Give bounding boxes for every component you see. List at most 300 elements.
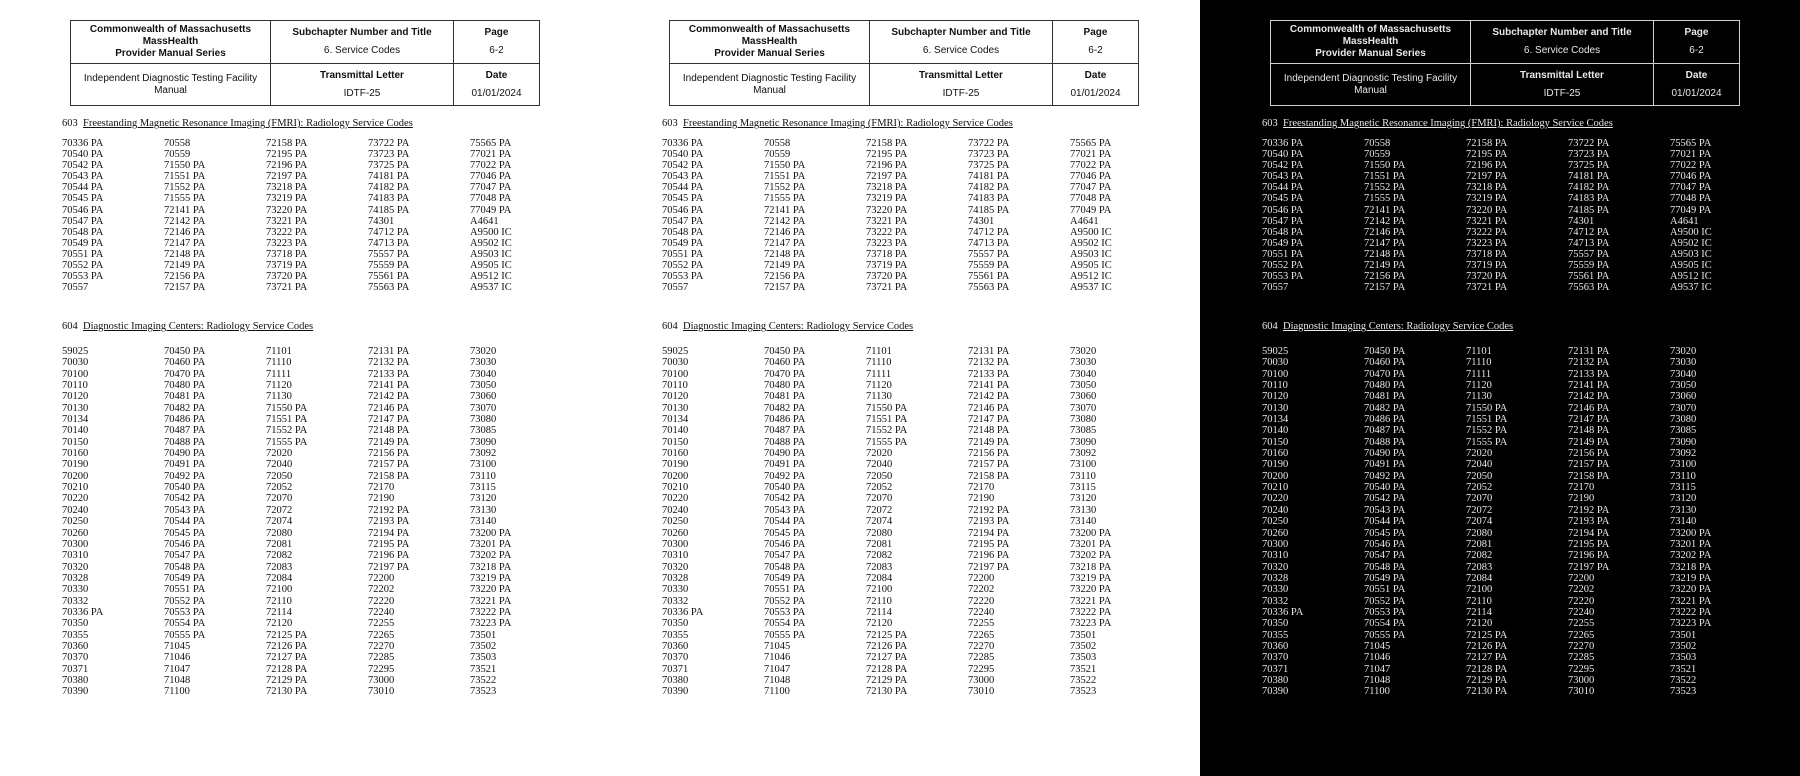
service-code: 72148 PA	[1568, 425, 1610, 437]
date-label: Date	[1084, 70, 1107, 81]
service-code: 73218 PA	[1670, 561, 1712, 573]
service-code: 72157 PA	[164, 282, 206, 294]
service-code: 71550 PA	[1364, 160, 1406, 172]
service-code: 73020	[470, 346, 497, 357]
date-cell	[1053, 64, 1138, 106]
transmittal-label: Transmittal Letter	[919, 70, 1003, 81]
service-code: 72127 PA	[1466, 652, 1508, 664]
service-code: 72052	[866, 482, 893, 494]
service-code: 70551 PA	[164, 584, 206, 596]
service-code: 72156 PA	[1568, 448, 1610, 460]
service-code: 72195 PA	[866, 149, 908, 161]
service-code: 74181 PA	[968, 171, 1010, 183]
service-code: 73522	[1070, 674, 1097, 686]
service-code: 70555 PA	[164, 629, 206, 641]
service-code: 70545 PA	[62, 193, 104, 205]
manual-name-line1: Independent Diagnostic Testing Facility	[1283, 73, 1458, 84]
service-code: 72255	[368, 618, 395, 630]
service-code: 70360	[1262, 640, 1289, 652]
service-code: 72128 PA	[1466, 663, 1508, 675]
service-code: 70547 PA	[662, 215, 704, 227]
service-code: 73725 PA	[368, 160, 410, 172]
service-code: 70545 PA	[1262, 193, 1304, 205]
service-code: 70030	[1262, 357, 1289, 369]
service-code: 72196 PA	[266, 160, 308, 172]
service-code: A9505 IC	[1670, 260, 1712, 272]
page-label: Page	[1684, 27, 1709, 38]
service-code: A9502 IC	[470, 237, 512, 249]
service-code: 70491 PA	[1364, 459, 1406, 471]
service-code: 70355	[1262, 629, 1289, 641]
series-name: Provider Manual Series	[714, 48, 825, 59]
service-code: 70370	[1262, 652, 1289, 664]
service-code: 73218 PA	[470, 561, 512, 573]
service-code: 77021 PA	[470, 149, 512, 161]
service-code: 72020	[1466, 448, 1493, 460]
service-code: 70551 PA	[1364, 584, 1406, 596]
service-code: 73092	[1070, 448, 1097, 460]
service-code: 73030	[1670, 357, 1697, 369]
service-code: 70200	[1262, 470, 1289, 482]
service-code: 75565 PA	[1070, 138, 1112, 149]
service-code: 70190	[1262, 459, 1289, 471]
service-code: 71551 PA	[866, 414, 908, 426]
service-code: 74712 PA	[968, 226, 1010, 238]
service-code: 70544 PA	[662, 182, 704, 194]
service-code: 71110	[866, 357, 892, 369]
service-code: 70544 PA	[164, 516, 206, 528]
service-code: 70555 PA	[764, 629, 806, 641]
service-code: 73521	[1070, 663, 1097, 675]
service-code: 72255	[968, 618, 995, 630]
section-604-title: Diagnostic Imaging Centers: Radiology Service Codes	[683, 321, 914, 332]
service-code: 72158 PA	[866, 138, 908, 149]
service-code: 72120	[266, 618, 293, 630]
service-code: 70546 PA	[62, 204, 104, 216]
subchapter-cell	[870, 21, 1053, 63]
service-code: 71552 PA	[866, 425, 908, 437]
service-code: 70547 PA	[1262, 215, 1304, 227]
service-code: 72141 PA	[164, 204, 206, 216]
subchapter-cell	[1471, 21, 1654, 63]
service-code: 70332	[62, 595, 89, 607]
service-code: 72125 PA	[266, 629, 308, 641]
service-code: 72142 PA	[764, 215, 806, 227]
service-code: 72193 PA	[1568, 516, 1610, 528]
transmittal-value: IDTF-25	[343, 88, 381, 99]
service-code: 70549 PA	[62, 237, 104, 249]
service-code: 75557 PA	[1568, 248, 1610, 260]
service-code: 70553 PA	[1262, 271, 1304, 283]
service-code: 70482 PA	[764, 402, 806, 414]
service-code: 72072	[866, 504, 893, 516]
service-code: 70350	[1262, 618, 1289, 630]
service-code: 71551 PA	[764, 171, 806, 183]
service-code: 70548 PA	[164, 561, 206, 573]
section-604-code-list	[1262, 346, 1762, 698]
service-code: 72125 PA	[1466, 629, 1508, 641]
service-code: 70160	[662, 448, 689, 460]
service-code: 77048 PA	[1070, 193, 1112, 205]
service-code: 71111	[266, 368, 292, 380]
service-code: 73115	[470, 482, 496, 494]
service-code: 72202	[1568, 584, 1595, 596]
series-name: Provider Manual Series	[115, 48, 226, 59]
section-604-number: 604	[662, 321, 678, 332]
service-code: 70552 PA	[764, 595, 806, 607]
section-603-number: 603	[62, 118, 78, 129]
service-code: 73040	[470, 368, 497, 380]
service-code: 74185 PA	[368, 204, 410, 216]
service-code: 72020	[266, 448, 293, 460]
service-code: 72149 PA	[764, 260, 806, 272]
service-code: 70547 PA	[1364, 550, 1406, 562]
service-code: 70355	[662, 629, 689, 641]
service-code: 70210	[62, 482, 89, 494]
service-code: 73060	[1670, 391, 1697, 403]
service-code: 75563 PA	[1568, 282, 1610, 294]
service-code: 73725 PA	[968, 160, 1010, 172]
service-code: 70220	[662, 493, 689, 505]
service-code: 70330	[62, 584, 89, 596]
service-code: 70559	[764, 149, 791, 161]
manual-cell	[670, 64, 870, 106]
service-code: 72040	[1466, 459, 1493, 471]
service-code: 72114	[266, 606, 292, 618]
service-code: 70030	[62, 357, 89, 369]
service-code: 73219 PA	[866, 193, 908, 205]
service-code: 72120	[1466, 618, 1493, 630]
service-code: 70328	[62, 572, 89, 584]
service-code: 73522	[1670, 674, 1697, 686]
service-code: 70350	[662, 618, 689, 630]
service-code: 73720 PA	[1466, 271, 1508, 283]
service-code: 72240	[1568, 606, 1595, 618]
service-code: 72195 PA	[368, 538, 410, 550]
service-code: 70543 PA	[764, 504, 806, 516]
service-code: 70130	[1262, 402, 1289, 414]
service-code: 72200	[1568, 572, 1595, 584]
service-code: 72125 PA	[866, 629, 908, 641]
service-code: 70120	[662, 391, 689, 403]
service-code: 72133 PA	[1568, 368, 1610, 380]
service-code: 72158 PA	[968, 470, 1010, 482]
service-code: 73201 PA	[470, 538, 512, 550]
service-code: 71552 PA	[764, 182, 806, 194]
service-code: 73090	[1670, 436, 1697, 448]
service-code: 72083	[866, 561, 893, 573]
service-code: 70490 PA	[1364, 448, 1406, 460]
service-code: 77047 PA	[1670, 182, 1712, 194]
service-code: 72170	[1568, 482, 1595, 494]
service-code: 70542 PA	[764, 493, 806, 505]
service-code: 73219 PA	[1070, 572, 1112, 584]
subchapter-value: 6. Service Codes	[1523, 45, 1601, 56]
service-code: 70370	[662, 652, 689, 664]
org-cell	[71, 21, 271, 63]
section-603-heading	[62, 118, 413, 129]
service-code: 71551 PA	[164, 171, 206, 183]
section-603-title: Freestanding Magnetic Resonance Imaging (FMRI): Radiology Service Codes	[1283, 118, 1613, 129]
service-code: 70549 PA	[1262, 237, 1304, 249]
service-code: 71100	[164, 686, 190, 698]
service-code: 70100	[1262, 368, 1289, 380]
service-code: 70490 PA	[764, 448, 806, 460]
header-row-top	[71, 21, 539, 63]
service-code: 72192 PA	[368, 504, 410, 516]
service-code: 73200 PA	[1670, 527, 1712, 539]
service-code: 72170	[968, 482, 995, 494]
service-code: 73221 PA	[470, 595, 512, 607]
service-code: 72147 PA	[1364, 237, 1406, 249]
service-code: 75557 PA	[968, 248, 1010, 260]
service-code: 73220 PA	[1070, 584, 1112, 596]
service-code: 72197 PA	[968, 561, 1010, 573]
service-code: 70360	[62, 640, 89, 652]
service-code: 70559	[164, 149, 191, 161]
service-code: 73721 PA	[266, 282, 308, 294]
service-code: 70240	[62, 504, 89, 516]
service-code: 73522	[470, 674, 497, 686]
service-code: 70542 PA	[662, 160, 704, 172]
service-code: 70486 PA	[164, 414, 206, 426]
service-code: 72080	[866, 527, 893, 539]
date-label: Date	[485, 70, 508, 81]
service-code: 73221 PA	[866, 215, 908, 227]
document-page-original	[0, 0, 600, 776]
service-code: 72040	[266, 459, 293, 471]
service-code: 73501	[1670, 629, 1697, 641]
service-code: 70548 PA	[1364, 561, 1406, 573]
service-code: 72100	[866, 584, 893, 596]
service-code: 73000	[368, 674, 395, 686]
service-code: 74712 PA	[1568, 226, 1610, 238]
service-code: 70481 PA	[164, 391, 206, 403]
service-code: 72147 PA	[764, 237, 806, 249]
service-code: 72141 PA	[1568, 380, 1610, 392]
service-code: 70336 PA	[1262, 606, 1304, 618]
service-code: 70100	[62, 368, 89, 380]
service-code: 75561 PA	[1568, 271, 1610, 283]
section-604-code-list	[62, 346, 562, 698]
service-code: 70553 PA	[164, 606, 206, 618]
service-code: 70371	[662, 663, 689, 675]
service-code: 73020	[1070, 346, 1097, 357]
service-code: 70470 PA	[164, 368, 206, 380]
service-code: 77048 PA	[1670, 193, 1712, 205]
service-code: 73719 PA	[866, 260, 908, 272]
service-code: A9502 IC	[1670, 237, 1712, 249]
service-code: 70110	[662, 380, 688, 392]
service-code: 70551 PA	[662, 248, 704, 260]
service-code: 73085	[1670, 425, 1697, 437]
date-value: 01/01/2024	[1070, 88, 1121, 99]
service-code: 70540 PA	[62, 149, 104, 161]
service-code: 70320	[1262, 561, 1289, 573]
service-code: 77046 PA	[1070, 171, 1112, 183]
subchapter-value: 6. Service Codes	[922, 45, 1000, 56]
service-code: 74185 PA	[968, 204, 1010, 216]
service-code: 72142 PA	[164, 215, 206, 227]
service-code: 73723 PA	[1568, 149, 1610, 161]
service-code: 73725 PA	[1568, 160, 1610, 172]
service-code: 70200	[62, 470, 89, 482]
service-code: 70545 PA	[164, 527, 206, 539]
service-code: 70336 PA	[62, 138, 104, 149]
service-code: 73501	[470, 629, 497, 641]
service-code: 73219 PA	[1466, 193, 1508, 205]
service-code: 72156 PA	[1364, 271, 1406, 283]
service-code: 72196 PA	[866, 160, 908, 172]
service-code: 74713 PA	[368, 237, 410, 249]
date-value: 01/01/2024	[471, 88, 522, 99]
agency-name: MassHealth	[741, 36, 798, 47]
service-code: 72132 PA	[1568, 357, 1610, 369]
service-code: 70540 PA	[764, 482, 806, 494]
subchapter-value: 6. Service Codes	[323, 45, 401, 56]
page-value: 6-2	[1088, 45, 1103, 56]
service-code: 70488 PA	[764, 436, 806, 448]
service-code: 73201 PA	[1070, 538, 1112, 550]
service-code: 73090	[1070, 436, 1097, 448]
service-code: 72149 PA	[968, 436, 1010, 448]
service-code: 70240	[662, 504, 689, 516]
service-code: 72196 PA	[968, 550, 1010, 562]
service-code: 73722 PA	[968, 138, 1010, 149]
header-table	[70, 20, 540, 106]
service-code: 70543 PA	[1262, 171, 1304, 183]
service-code: 70110	[1262, 380, 1288, 392]
service-code: 73050	[470, 380, 497, 392]
service-code: 77021 PA	[1070, 149, 1112, 161]
service-code: 70552 PA	[164, 595, 206, 607]
service-code: 72195 PA	[968, 538, 1010, 550]
service-code: 73220 PA	[1466, 204, 1508, 216]
service-code: 73221 PA	[266, 215, 308, 227]
service-code: 73060	[1070, 391, 1097, 403]
service-code: 77049 PA	[1670, 204, 1712, 216]
service-code: 72197 PA	[368, 561, 410, 573]
service-code: 70486 PA	[1364, 414, 1406, 426]
service-code: 70552 PA	[662, 260, 704, 272]
service-code: 70542 PA	[164, 493, 206, 505]
service-code: 72158 PA	[266, 138, 308, 149]
manual-name-line2: Manual	[1354, 85, 1387, 96]
service-code: 72128 PA	[266, 663, 308, 675]
service-code: 70544 PA	[1364, 516, 1406, 528]
service-code: 72270	[1568, 640, 1595, 652]
service-code: 73503	[1070, 652, 1097, 664]
service-code: 72197 PA	[1466, 171, 1508, 183]
service-code: 71551 PA	[266, 414, 308, 426]
service-code: 71552 PA	[164, 182, 206, 194]
service-code: 73120	[470, 493, 497, 505]
service-code: 70240	[1262, 504, 1289, 516]
service-code: 71130	[866, 391, 892, 403]
transmittal-label: Transmittal Letter	[1520, 70, 1604, 81]
service-code: 73502	[470, 640, 497, 652]
service-code: 70220	[1262, 493, 1289, 505]
section-604-heading	[1262, 321, 1513, 332]
service-code: 73050	[1670, 380, 1697, 392]
service-code: 74183 PA	[1568, 193, 1610, 205]
service-code: 73218 PA	[1466, 182, 1508, 194]
service-code: 70553 PA	[62, 271, 104, 283]
service-code: 71110	[1466, 357, 1492, 369]
service-code: 70486 PA	[764, 414, 806, 426]
subchapter-cell	[271, 21, 454, 63]
service-code: 72074	[1466, 516, 1493, 528]
service-code: A9503 IC	[1670, 248, 1712, 260]
service-code: 72127 PA	[866, 652, 908, 664]
service-code: 77046 PA	[1670, 171, 1712, 183]
service-code: 73110	[470, 470, 496, 482]
service-code: 73120	[1670, 493, 1697, 505]
service-code: 73523	[1670, 686, 1697, 698]
section-604-title: Diagnostic Imaging Centers: Radiology Service Codes	[83, 321, 314, 332]
service-code: 73223 PA	[866, 237, 908, 249]
service-code: 72190	[368, 493, 395, 505]
service-code: 73221 PA	[1070, 595, 1112, 607]
service-code: 73502	[1070, 640, 1097, 652]
service-code: 72129 PA	[266, 674, 308, 686]
subchapter-label: Subchapter Number and Title	[292, 27, 432, 38]
service-code: 70555 PA	[1364, 629, 1406, 641]
service-code: 73202 PA	[1070, 550, 1112, 562]
service-code: 73092	[1670, 448, 1697, 460]
section-604-heading	[62, 321, 313, 332]
service-code: 70492 PA	[1364, 470, 1406, 482]
service-code: 70328	[1262, 572, 1289, 584]
service-code: 70134	[662, 414, 689, 426]
service-code: 73092	[470, 448, 497, 460]
service-code: 73502	[1670, 640, 1697, 652]
service-code: 72050	[266, 470, 293, 482]
service-code: 72114	[1466, 606, 1492, 618]
service-code: 73222 PA	[866, 226, 908, 238]
service-code: 73721 PA	[866, 282, 908, 294]
service-code: 70190	[662, 459, 689, 471]
service-code: 70260	[1262, 527, 1289, 539]
service-code: 72156 PA	[764, 271, 806, 283]
service-code: 72265	[968, 629, 995, 641]
service-code: 77049 PA	[470, 204, 512, 216]
service-code: 73722 PA	[368, 138, 410, 149]
service-code: 72131 PA	[968, 346, 1010, 357]
service-code: 70300	[1262, 538, 1289, 550]
section-604-number: 604	[62, 321, 78, 332]
service-code: 72020	[866, 448, 893, 460]
service-code: A9500 IC	[1070, 226, 1112, 238]
service-code: 72142 PA	[1364, 215, 1406, 227]
service-code: 73221 PA	[1466, 215, 1508, 227]
service-code: 70554 PA	[164, 618, 206, 630]
service-code: 70460 PA	[164, 357, 206, 369]
manual-name-line1: Independent Diagnostic Testing Facility	[83, 73, 258, 84]
service-code: 74713 PA	[968, 237, 1010, 249]
service-code: 72146 PA	[1568, 402, 1610, 414]
service-code: 72240	[368, 606, 395, 618]
org-name: Commonwealth of Massachusetts	[1289, 24, 1452, 35]
service-code: A9505 IC	[470, 260, 512, 272]
service-code: 72081	[866, 538, 893, 550]
service-code: 70260	[662, 527, 689, 539]
service-code: 70332	[662, 595, 689, 607]
service-code: 71100	[1364, 686, 1390, 698]
service-code: 70336 PA	[1262, 138, 1304, 149]
service-code: 73219 PA	[1670, 572, 1712, 584]
page-cell	[454, 21, 539, 63]
